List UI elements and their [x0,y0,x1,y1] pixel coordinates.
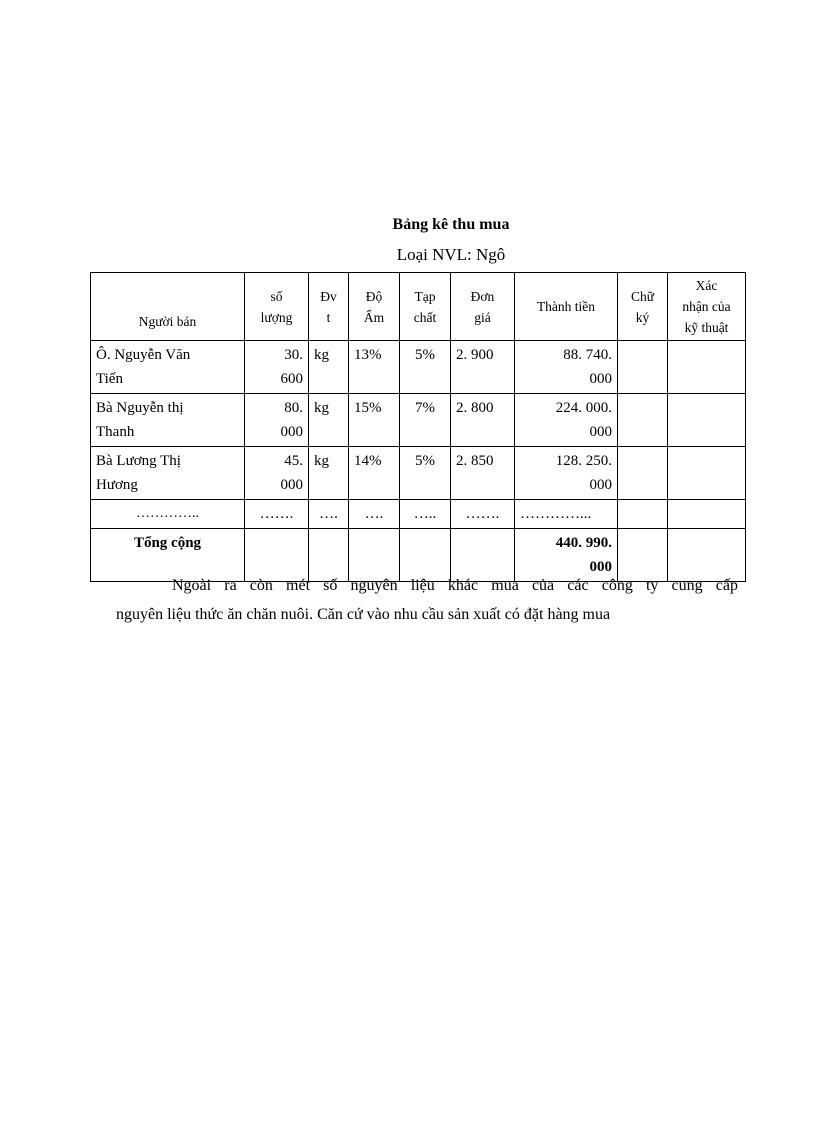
paragraph-line-1: Ngoài ra còn mét số nguyên liệu khác mua của các công ty cung cấp [172,577,738,594]
cell-amount: 224. 000. 000 [515,394,618,447]
cell-technical-confirmation [668,500,746,529]
cell-signature [618,394,668,447]
cell-moisture: 15% [349,394,400,447]
cell-signature [618,447,668,500]
cell-amount-ellipsis: …………... [515,500,618,529]
cell-quantity: 80. 000 [245,394,309,447]
document-subtitle: Loại NVL: Ngô [396,245,506,264]
header-amount: Thành tiền [515,273,618,341]
cell-unit-ellipsis: …. [309,500,349,529]
cell-impurity: 7% [400,394,451,447]
cell-technical-confirmation [668,447,746,500]
cell-seller: Bà Lương Thị Hương [91,447,245,500]
header-signature: Chữ ký [618,273,668,341]
header-moisture: Độ Ẩm [349,273,400,341]
body-paragraph [116,571,738,629]
table-header-row [91,273,746,341]
cell-unit: kg [309,394,349,447]
header-impurity: Tạp chất [400,273,451,341]
total-amount: 440. 990. 000 [515,529,618,582]
cell-impurity: 5% [400,341,451,394]
cell-technical-confirmation [668,394,746,447]
header-unit: Đv t [309,273,349,341]
document-title: Bảng kê thu mua [392,216,510,233]
paragraph-line-2: nguyên liệu thức ăn chăn nuôi. Căn cứ vào nhu cầu sản xuất có đặt hàng mua [116,606,611,623]
cell-impurity-ellipsis: ….. [400,500,451,529]
table-row [91,341,746,394]
cell-signature [618,500,668,529]
cell-unit-price: 2. 900 [451,341,515,394]
cell-amount: 88. 740. 000 [515,341,618,394]
table-row [91,394,746,447]
cell-seller: Ô. Nguyễn Văn Tiến [91,341,245,394]
header-technical-confirmation: Xác nhận của kỹ thuật [668,273,746,341]
table-row [91,447,746,500]
cell-unit-price: 2. 800 [451,394,515,447]
cell-moisture: 14% [349,447,400,500]
cell-quantity-ellipsis: ……. [245,500,309,529]
cell-moisture: 13% [349,341,400,394]
cell-quantity: 30. 600 [245,341,309,394]
header-seller: Người bán [91,273,245,341]
cell-moisture-ellipsis: …. [349,500,400,529]
cell-unit: kg [309,447,349,500]
cell-price-ellipsis: ……. [451,500,515,529]
cell-impurity: 5% [400,447,451,500]
cell-unit-price: 2. 850 [451,447,515,500]
cell-seller-ellipsis: ………….. [91,500,245,529]
purchase-table [90,272,746,582]
table-row-ellipsis [91,500,746,529]
total-label: Tổng cộng [91,529,245,582]
header-quantity: số lượng [245,273,309,341]
cell-technical-confirmation [668,341,746,394]
cell-unit: kg [309,341,349,394]
header-unit-price: Đơn giá [451,273,515,341]
cell-seller: Bà Nguyễn thị Thanh [91,394,245,447]
cell-quantity: 45. 000 [245,447,309,500]
cell-amount: 128. 250. 000 [515,447,618,500]
cell-signature [618,341,668,394]
